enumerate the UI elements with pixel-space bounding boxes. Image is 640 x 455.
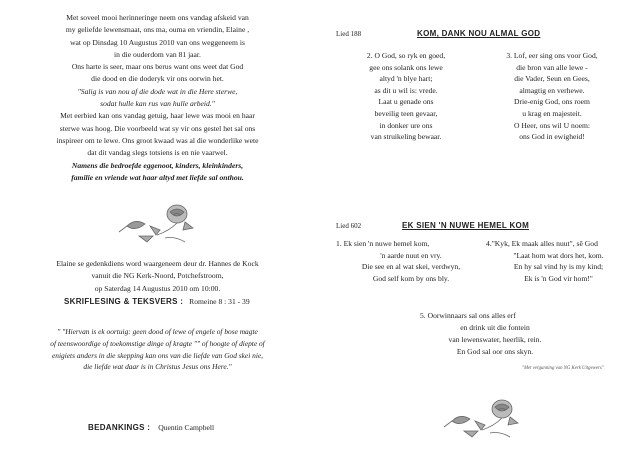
- service-line: Elaine se gedenkdiens word waargeneem deur dr. Hannes de Kock: [56, 259, 259, 268]
- hymn-line: En hy sal vind hy is my kind;: [513, 262, 604, 272]
- hymn2-verse5: [420, 310, 570, 358]
- thanks-label: BEDANKINGS :: [88, 423, 151, 432]
- service-line: vanuit die NG Kerk-Noord, Potchefstroom,: [91, 271, 224, 281]
- memorial-line: sterwe was hoog. Die voorbeeld wat sy vir ons gestel het sal ons: [59, 123, 256, 133]
- hymn-line: as dit u wil is: vrede.: [374, 85, 438, 95]
- hymn-line: 4."Kyk, Ek maak alles nuut", sê God: [486, 239, 598, 248]
- hymn-line: Ek is 'n God vir hom!": [524, 273, 593, 283]
- rose-illustration: [115, 200, 200, 245]
- hymn-line: O Heer, ons wil U noem:: [513, 120, 591, 130]
- reading-verse: [10, 326, 305, 373]
- hymn1-verse2: [336, 50, 476, 143]
- hymn-line: beveilig teen gevaar,: [374, 108, 438, 118]
- hymn1-number: Lied 188: [336, 30, 362, 38]
- hymn2-number: Lied 602: [336, 222, 362, 230]
- memorial-line: my geliefde lewensmaat, ons ma, ouma en vriendin, Elaine ,: [65, 25, 250, 35]
- verse-line: die liefde wat daar is in Christus Jesus ons Here.": [83, 362, 232, 372]
- hymn2-verse1: [336, 238, 486, 284]
- verse-line: enigiets anders in die skepping kan ons van die liefde van God skei nie,: [52, 350, 263, 360]
- memorial-line: in die ouderdom van 81 jaar.: [114, 49, 201, 59]
- hymn2-verse4: [486, 238, 631, 284]
- reading-reference: Romeine 8 : 31 - 39: [189, 297, 250, 306]
- thanks: [88, 423, 214, 432]
- hymn-line: "Laat hom wat dors het, kom.: [513, 250, 604, 260]
- hymn-line: almagtig en verhewe.: [519, 85, 585, 95]
- hymn1-verse3: [482, 50, 622, 143]
- hymn-line: Laat u genade ons: [378, 97, 434, 107]
- service-line: op Saterdag 14 Augustus 2010 om 10:00.: [94, 283, 221, 293]
- memorial-line: die dood en die doderyk vir ons oorwin het.: [91, 74, 224, 84]
- memorial-text: [10, 12, 305, 184]
- hymn-line: God self kom by ons bly.: [372, 273, 450, 283]
- memorial-quote: "Salig is van nou af die dode wat in die Here sterwe,: [77, 86, 238, 96]
- hymn-line: Die see en al wat skei, verdwyn,: [361, 262, 461, 272]
- service-info: [10, 258, 305, 295]
- hymn-line: gee ons solank ons lewe: [369, 62, 443, 72]
- hymn-line: 'n aarde nuut en vry.: [380, 250, 442, 260]
- verse-line: " "Hiervan is ek oortuig: geen dood of lewe of engele of bose magte: [57, 327, 258, 336]
- hymn-line: 3. Lof, eer sing ons voor God,: [506, 51, 598, 60]
- hymn-line: van struikeling bewaar.: [370, 132, 442, 142]
- verse-line: of teenswoordige of toekomstige dinge of kragte "" of hoogte of diepte of: [50, 338, 265, 348]
- hymn2-title: EK SIEN 'N NUWE HEMEL KOM: [402, 221, 530, 230]
- memorial-line: dat dit vandag slegs totsiens is en nie vaarwel.: [87, 148, 228, 158]
- memorial-line: inspireer om te lewe. Ons groot kwaad was al die wonderlike wete: [56, 135, 259, 145]
- reading-heading: [64, 297, 250, 306]
- hymn-line: ons God in ewigheid!: [519, 132, 585, 142]
- hymn-line: en drink uit die fontein: [460, 323, 530, 332]
- hymn-line: 5. Oorwinnaars sal ons alles erf: [420, 311, 516, 320]
- rose-illustration: [440, 395, 525, 440]
- hymn-line: Drie-enig God, ons roem: [514, 97, 590, 107]
- hymn-line: 1. Ek sien 'n nuwe hemel kom,: [336, 239, 430, 248]
- memorial-quote: sodat hulle kan rus van hulle arbeid.": [100, 99, 215, 109]
- signoff-line: familie en vriende wat haar altyd met liefde sal onthou.: [71, 172, 244, 182]
- memorial-line: Ons harte is seer, maar ons berus want ons weet dat God: [71, 62, 244, 72]
- memorial-line: Met soveel mooi herinneringe neem ons vandag afskeid van: [66, 13, 249, 22]
- hymn-line: die bron van alle lewe -: [516, 62, 588, 72]
- hymn-line: die Vader, Seun en Gees,: [514, 74, 590, 84]
- hymn-line: altyd 'n blye hart;: [379, 74, 433, 84]
- hymn-line: En God sal oor ons skyn.: [456, 347, 534, 356]
- hymn-line: 2. O God, so ryk en goed,: [366, 51, 446, 60]
- reading-label: SKRIFLESING & TEKSVERS :: [64, 297, 184, 306]
- hymn1-title: KOM, DANK NOU ALMAL GOD: [417, 29, 541, 38]
- memorial-line: wat op Dinsdag 10 Augustus 2010 van ons weggeneem is: [70, 37, 245, 47]
- hymn-line: van lewenswater, heerlik, rein.: [448, 335, 542, 344]
- signoff-line: Namens die bedroefde eggenoot, kinders, kleinkinders,: [71, 160, 244, 170]
- hymn-line: u krag en majesteit.: [522, 108, 582, 118]
- publisher-credit: "Met vergunning van NG Kerk Uitgewers": [522, 366, 604, 371]
- hymn-line: in donker ure ons: [379, 120, 433, 130]
- memorial-line: Met eerbied kan ons vandag getuig, haar lewe was mooi en haar: [60, 111, 255, 121]
- thanks-name: Quentin Campbell: [158, 423, 215, 432]
